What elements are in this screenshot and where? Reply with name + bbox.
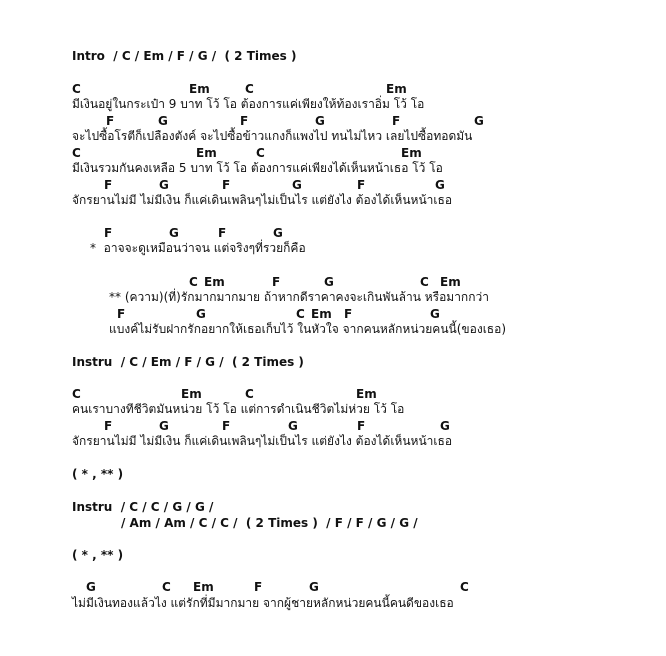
instru-line: Instru / C / Em / F / G / ( 2 Times ) — [72, 355, 304, 369]
chord: C — [72, 387, 81, 401]
lyric-line: แบงค์ไม่รับฝากรักอยากให้เธอเก็บไว้ ในหัวใจ จากคนหลักหน่วยคนนี้(ของเธอ) — [109, 322, 507, 336]
chord: Em — [196, 146, 217, 160]
chord: F — [104, 226, 113, 240]
chord: C — [296, 307, 305, 321]
lyric-line: มีเงินรวมกันคงเหลือ 5 บาท โว้ โอ ต้องการแค่เพียงได้เห็นหน้าเธอ โว้ โอ — [72, 161, 443, 175]
lyric-line: * อาจจะดูเหมือนว่าจน แต่จริงๆที่รวยก็คือ — [90, 241, 306, 255]
instru-line: / Am / Am / C / C / ( 2 Times ) / F / F / G / G / — [121, 516, 418, 530]
chord: G — [86, 580, 96, 594]
chord: F — [106, 114, 115, 128]
chord: F — [218, 226, 227, 240]
chord: F — [254, 580, 263, 594]
chord: C — [256, 146, 265, 160]
chord: Em — [311, 307, 332, 321]
chord: F — [357, 178, 366, 192]
instru-line: Instru / C / C / G / G / — [72, 500, 214, 514]
chord: G — [430, 307, 440, 321]
chord: C — [245, 82, 254, 96]
repeat-marker: ( * , ** ) — [72, 548, 124, 562]
chord: F — [344, 307, 353, 321]
chord: F — [392, 114, 401, 128]
lyric-line: มีเงินอยู่ในกระเป๋า 9 บาท โว้ โอ ต้องการแค่เพียงให้ท้องเราอิ่ม โว้ โอ — [72, 97, 425, 111]
chord: Em — [193, 580, 214, 594]
chord: C — [72, 146, 81, 160]
chord: Em — [204, 275, 225, 289]
chord: C — [245, 387, 254, 401]
chord: F — [222, 419, 231, 433]
chord: G — [324, 275, 334, 289]
chord: F — [272, 275, 281, 289]
chord: F — [104, 178, 113, 192]
chord: C — [189, 275, 198, 289]
chord: G — [159, 419, 169, 433]
repeat-marker: ( * , ** ) — [72, 467, 124, 481]
chord: G — [158, 114, 168, 128]
chord: C — [162, 580, 171, 594]
lyric-line: จะไปซื้อโรตีก็เปลืองตังค์ จะไปซื้อข้าวแกงก็แพงไป ทนไม่ไหว เลยไปซื้อทอดมัน — [72, 129, 473, 143]
chord: Em — [189, 82, 210, 96]
chord: G — [273, 226, 283, 240]
chord: F — [104, 419, 113, 433]
chord: F — [117, 307, 126, 321]
chord: C — [460, 580, 469, 594]
lyric-line: จักรยานไม่มี ไม่มีเงิน ก็แค่เดินเพลินๆไม่เป็นไร แต่ยังไง ต้องได้เห็นหน้าเธอ — [72, 193, 453, 207]
chord: G — [435, 178, 445, 192]
chord: Em — [401, 146, 422, 160]
intro-line: Intro / C / Em / F / G / ( 2 Times ) — [72, 49, 297, 63]
chord: G — [196, 307, 206, 321]
chord: G — [440, 419, 450, 433]
chord: G — [292, 178, 302, 192]
chord: G — [315, 114, 325, 128]
lyric-line: ไม่มีเงินทองแล้วไง แต่รักที่มีมากมาย จากผู้ชายหลักหน่วยคนนี้คนดีของเธอ — [72, 596, 454, 610]
chord: C — [420, 275, 429, 289]
chord: Em — [356, 387, 377, 401]
chord: F — [222, 178, 231, 192]
chord: F — [240, 114, 249, 128]
chord: G — [288, 419, 298, 433]
chord: G — [169, 226, 179, 240]
chord: Em — [386, 82, 407, 96]
chord: F — [357, 419, 366, 433]
lyric-line: ** (ความ)(ที่)รักมากมากมาย ถ้าหากดีราคาคงจะเกินพันล้าน หรือมากกว่า — [109, 290, 489, 304]
lyric-line: คนเราบางทีชีวิตมันหน่วย โว้ โอ แต่การดำเนินชีวิตไม่ห่วย โว้ โอ — [72, 402, 405, 416]
chord: G — [159, 178, 169, 192]
chord: Em — [181, 387, 202, 401]
lyric-line: จักรยานไม่มี ไม่มีเงิน ก็แค่เดินเพลินๆไม่เป็นไร แต่ยังไง ต้องได้เห็นหน้าเธอ — [72, 434, 453, 448]
chord: Em — [440, 275, 461, 289]
chord: G — [309, 580, 319, 594]
chord: G — [474, 114, 484, 128]
chord: C — [72, 82, 81, 96]
